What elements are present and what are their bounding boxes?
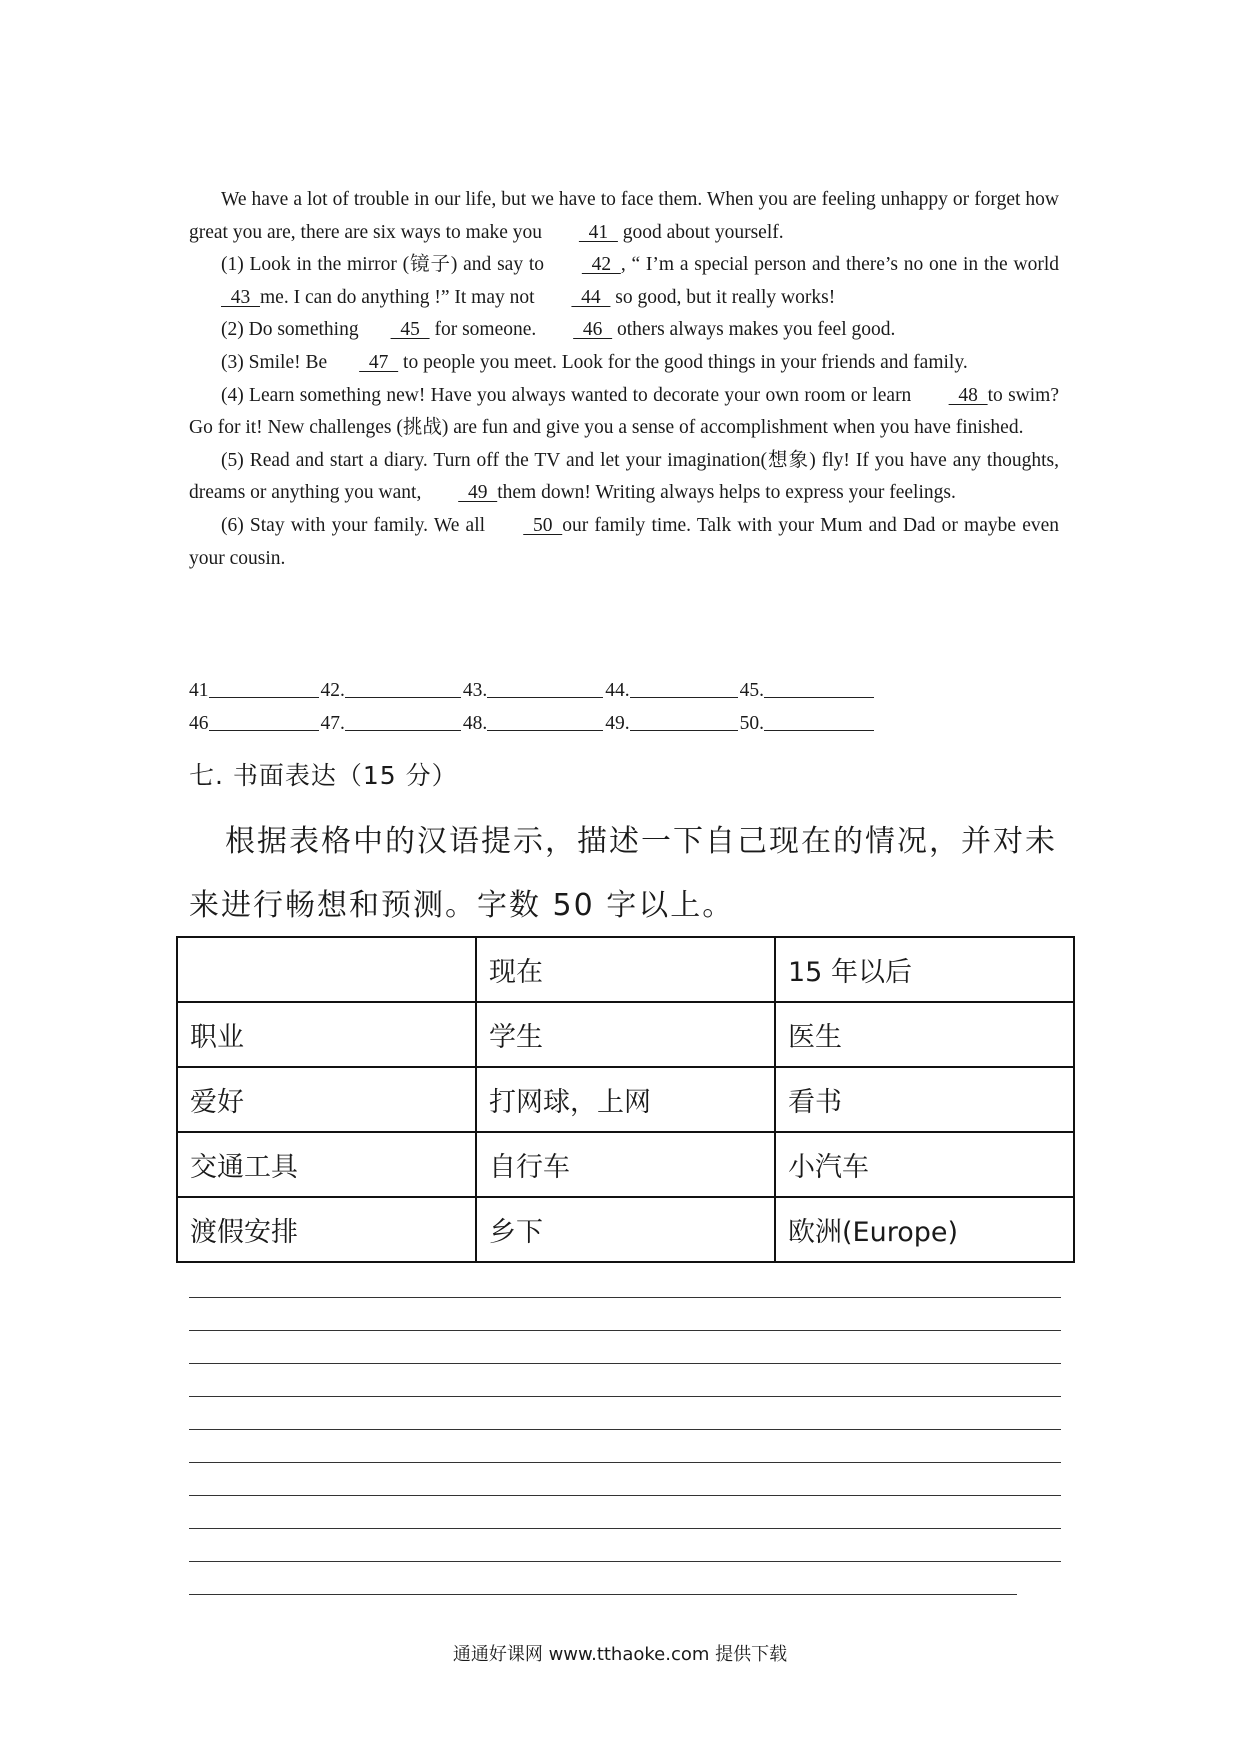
blank-49: 49 [458, 482, 498, 504]
writing-line [189, 1594, 1017, 1595]
blank-47: 47 [359, 351, 399, 373]
passage-text: others always makes you feel good. [612, 319, 896, 341]
answer-slot[interactable] [740, 708, 876, 741]
paragraph-intro [189, 184, 1059, 249]
passage-text: (5) Read and start a diary. Turn off the TV and let your imagination(想象) fly! If you have any thoughts, dreams or anything you want, [189, 449, 1059, 504]
answer-number: 44. [605, 680, 630, 701]
writing-line [189, 1363, 1061, 1364]
table-row [177, 1132, 1074, 1197]
answer-line [209, 708, 319, 731]
blank-41: 41 [578, 221, 618, 243]
section-title: 七. 书面表达（15 分） [189, 761, 458, 790]
table-cell: 15 年以后 [775, 937, 1074, 1002]
table-cell [177, 937, 476, 1002]
table-cell: 现在 [476, 937, 775, 1002]
answer-line [345, 708, 461, 731]
table-header-row [177, 937, 1074, 1002]
answer-number: 43. [462, 680, 488, 701]
paragraph-2 [189, 314, 1059, 347]
writing-line [189, 1429, 1061, 1430]
blank-48: 48 [948, 384, 988, 406]
answer-row [189, 708, 876, 741]
writing-line [189, 1396, 1061, 1397]
passage-text: good about yourself. [617, 221, 784, 243]
answer-slot[interactable] [605, 675, 739, 708]
passage-text: (2) Do something [221, 319, 359, 341]
answer-line [209, 675, 319, 698]
blank-44: 44 [571, 286, 611, 308]
writing-line [189, 1330, 1061, 1331]
table-cell: 乡下 [476, 1197, 775, 1262]
answer-line [487, 675, 603, 698]
paragraph-4 [189, 380, 1059, 445]
answer-slot[interactable] [463, 708, 605, 741]
table-cell: 打网球，上网 [476, 1067, 775, 1132]
answer-number: 50. [739, 712, 764, 734]
answer-row [189, 675, 876, 708]
table-cell: 看书 [775, 1067, 1074, 1132]
table-cell: 职业 [177, 1002, 476, 1067]
writing-line [189, 1528, 1061, 1529]
passage-text: (4) Learn something new! Have you always wanted to decorate your own room or learn [221, 384, 917, 406]
passage-text: them down! Writing always helps to express your feelings. [497, 482, 956, 504]
table-row [177, 1197, 1074, 1262]
table-cell: 自行车 [476, 1132, 775, 1197]
page-footer: 通通好课网 www.tthaoke.com 提供下载 [452, 1644, 788, 1665]
writing-line [189, 1462, 1061, 1463]
answer-number: 49. [605, 712, 630, 734]
passage-text: (3) Smile! Be [221, 351, 328, 373]
writing-instructions: 根据表格中的汉语提示，描述一下自己现在的情况，并对未来进行畅想和预测。字数 50 字以上。 [189, 824, 1057, 923]
answer-slot[interactable] [321, 708, 463, 741]
paragraph-1 [189, 249, 1059, 314]
table-cell: 爱好 [177, 1067, 476, 1132]
prompt-table [176, 936, 1075, 1263]
answer-slot[interactable] [189, 708, 321, 741]
table-cell: 欧洲(Europe) [775, 1197, 1074, 1262]
answer-line [764, 675, 874, 698]
writing-line [189, 1297, 1061, 1298]
answer-slot[interactable] [605, 708, 739, 741]
answer-sheet [189, 675, 876, 740]
table-row [177, 1002, 1074, 1067]
blank-45: 45 [390, 319, 430, 341]
table-cell: 交通工具 [177, 1132, 476, 1197]
answer-number: 48. [462, 712, 488, 734]
table-row [177, 1067, 1074, 1132]
blank-43: 43 [221, 286, 260, 308]
passage-text: me. I can do anything !” It may not [260, 286, 540, 308]
answer-number: 41 [189, 680, 209, 701]
answer-number: 45. [739, 680, 764, 701]
paragraph-5 [189, 445, 1059, 510]
answer-number: 46 [189, 712, 209, 734]
blank-50: 50 [523, 514, 563, 536]
writing-line [189, 1495, 1061, 1496]
answer-slot[interactable] [740, 675, 876, 708]
answer-line [764, 708, 874, 731]
table-cell: 渡假安排 [177, 1197, 476, 1262]
answer-line [487, 708, 603, 731]
passage-text: for someone. [429, 319, 542, 341]
answer-line [630, 675, 738, 698]
answer-number: 42. [320, 680, 345, 701]
passage-text: to people you meet. Look for the good things in your friends and family. [398, 351, 968, 373]
answer-slot[interactable] [189, 675, 321, 708]
answer-line [345, 675, 461, 698]
blank-42: 42 [581, 254, 621, 276]
table-cell: 学生 [476, 1002, 775, 1067]
passage-text: our family time. Talk with your Mum and Dad or maybe even your cousin. [189, 514, 1060, 569]
answer-number: 47. [320, 712, 345, 734]
passage-text: so good, but it really works! [610, 286, 836, 308]
passage-text: to swim? Go for it! New challenges (挑战) are fun and give you a sense of accomplishment when you have finished. [189, 384, 1059, 439]
table-cell: 医生 [775, 1002, 1074, 1067]
passage-text: (1) Look in the mirror (镜子) and say to [221, 254, 550, 276]
passage-text: , “ I’m a special person and there’s no one in the world [620, 254, 1059, 276]
answer-line [630, 708, 738, 731]
paragraph-6 [189, 510, 1059, 575]
cloze-passage [189, 184, 1059, 575]
answer-slot[interactable] [321, 675, 463, 708]
blank-46: 46 [573, 319, 613, 341]
passage-text: (6) Stay with your family. We all [221, 514, 492, 536]
table-cell: 小汽车 [775, 1132, 1074, 1197]
paragraph-3 [189, 347, 1059, 380]
writing-line [189, 1561, 1061, 1562]
passage-text: We have a lot of trouble in our life, but we have to face them. When you are feeling unhappy or forget how great you are, there are six ways to make you [189, 189, 1059, 243]
answer-slot[interactable] [463, 675, 605, 708]
